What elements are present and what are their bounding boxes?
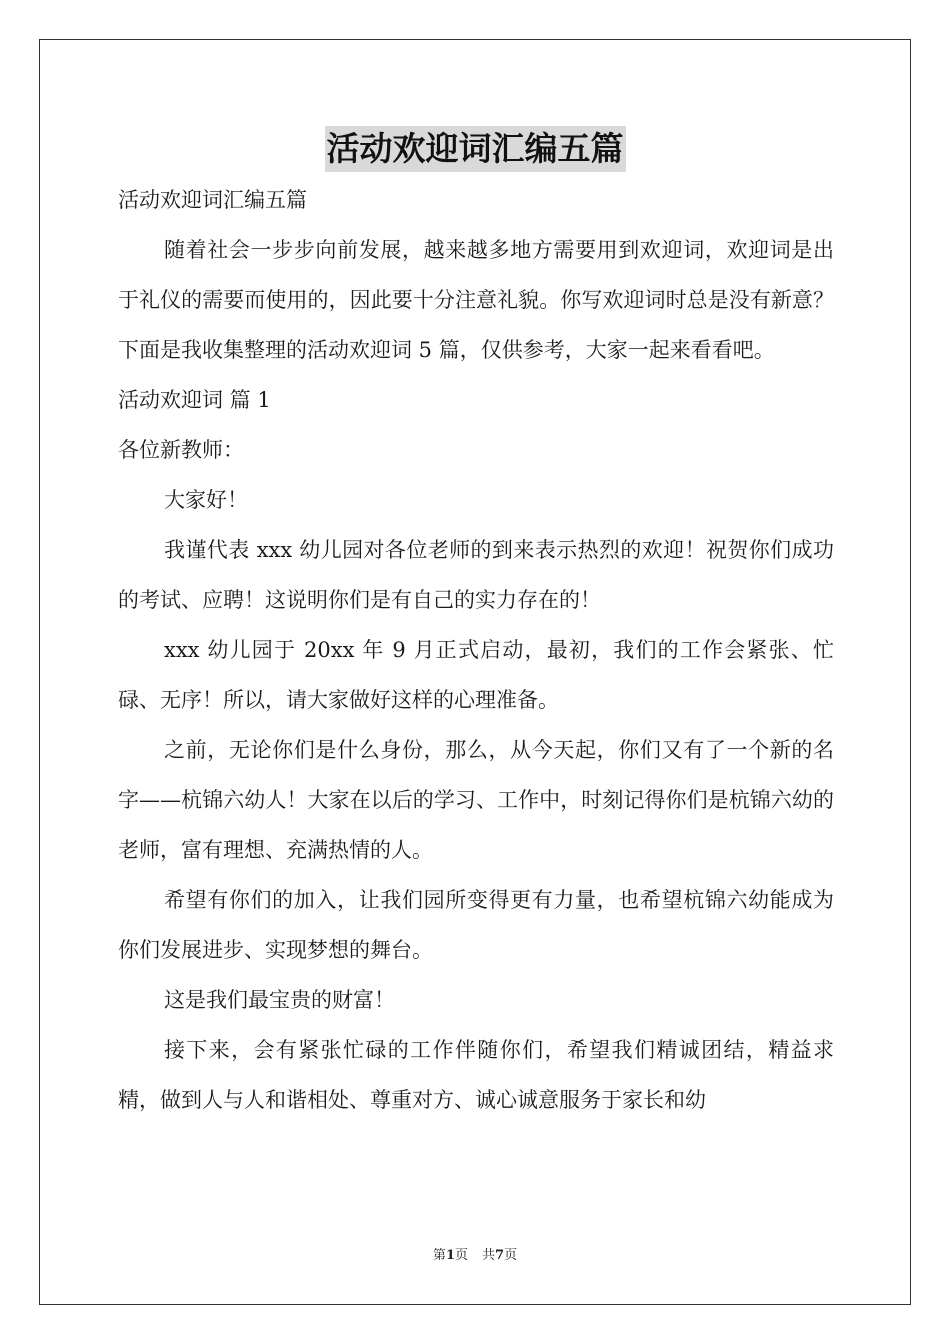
- paragraph-11: 接下来，会有紧张忙碌的工作伴随你们，希望我们精诚团结，精益求精，做到人与人和谐相处、尊重对方、诚心诚意服务于家长和幼: [118, 1038, 834, 1112]
- paragraph-10: 这是我们最宝贵的财富！: [164, 988, 395, 1012]
- paragraph-7: xxx 幼儿园于 20xx 年 9 月正式启动，最初，我们的工作会紧张、忙碌、无序！所以，请大家做好这样的心理准备。: [118, 638, 834, 712]
- footer-page-prefix: 第: [432, 1248, 446, 1263]
- paragraph-2: 随着社会一步步向前发展，越来越多地方需要用到欢迎词，欢迎词是出于礼仪的需要而使用的，因此要十分注意礼貌。你写欢迎词时总是没有新意？下面是我收集整理的活动欢迎词 5 篇，仅供参考，大家一起来看看吧。: [118, 238, 834, 362]
- paragraph-3: 活动欢迎词 篇 1: [118, 388, 271, 412]
- footer-total-suffix: 页: [504, 1248, 518, 1263]
- footer-page-current: 1: [445, 1248, 455, 1263]
- paragraph-5: 大家好！: [164, 488, 248, 512]
- footer-page-suffix: 页: [454, 1248, 468, 1263]
- page-footer: [0, 1246, 950, 1266]
- document-title-text: 活动欢迎词汇编五篇: [325, 126, 626, 172]
- footer-page-total: 7: [495, 1248, 505, 1263]
- document-title: [0, 126, 950, 172]
- paragraph-1: 活动欢迎词汇编五篇: [118, 188, 307, 212]
- paragraph-9: 希望有你们的加入，让我们园所变得更有力量，也希望杭锦六幼能成为你们发展进步、实现梦想的舞台。: [118, 888, 834, 962]
- footer-total-prefix: 共: [482, 1248, 496, 1263]
- paragraph-8: 之前，无论你们是什么身份，那么，从今天起，你们又有了一个新的名字——杭锦六幼人！大家在以后的学习、工作中，时刻记得你们是杭锦六幼的老师，富有理想、充满热情的人。: [118, 738, 834, 862]
- paragraph-4: 各位新教师：: [118, 438, 244, 462]
- paragraph-6: 我谨代表 xxx 幼儿园对各位老师的到来表示热烈的欢迎！祝贺你们成功的考试、应聘！这说明你们是有自己的实力存在的！: [118, 538, 834, 612]
- document-body: [118, 175, 834, 1125]
